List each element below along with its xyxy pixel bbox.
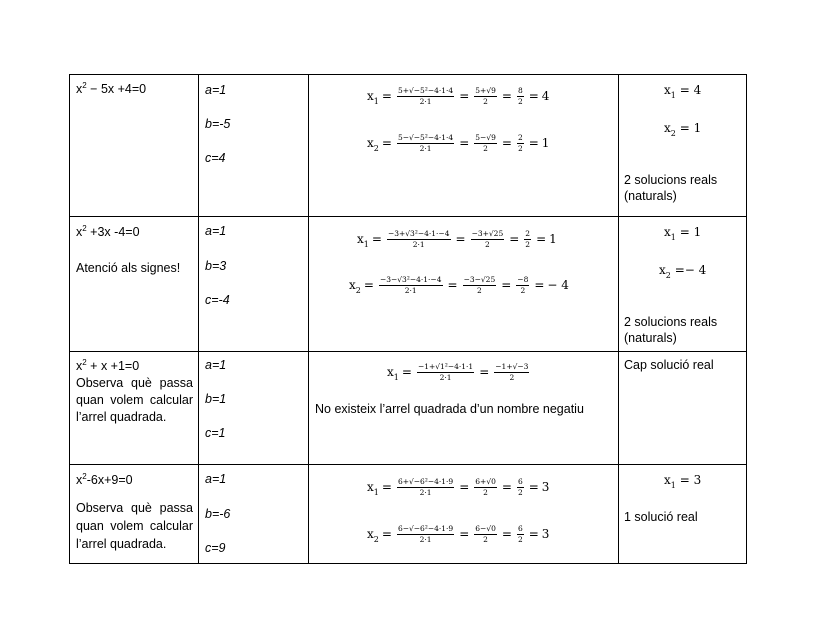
coefficients-cell <box>199 217 309 352</box>
equation-text: $x^2 - 5x +4=0$ <box>76 80 147 96</box>
solution-cell <box>619 75 747 217</box>
coefficient-c: c=9 <box>205 541 226 555</box>
solution-value: $x_2 = 1$ <box>664 121 702 138</box>
coefficient-c: c=-4 <box>205 293 230 307</box>
formula-line: $x_2$ = $\frac{\text{−3−√3²−4·1·−4}}{2\cdot 1}$ = $\frac{-3-√25}{2}$ = $\frac{-8}{2}$ = − 4 <box>349 275 569 295</box>
equation-cell <box>70 352 199 465</box>
formula-line: $x_1$ = $\frac{\text{−3+√3²−4·1·−4}}{2\cdot 1}$ = $\frac{-3+√25}{2}$ = $\frac{2}{2}$ = 1 <box>357 229 557 249</box>
equation-cell <box>70 465 199 564</box>
solution-value: $x_1 = 1$ <box>664 225 702 242</box>
table-row <box>70 352 747 465</box>
table-row <box>70 75 747 217</box>
solution-cell <box>619 352 747 465</box>
note-text: quan volem calcular <box>76 393 193 407</box>
coefficient-a: a=1 <box>205 358 227 372</box>
formula-cell <box>309 465 619 564</box>
equation-text: $x^2 + x +1=0$ <box>76 357 140 373</box>
formula-line: $x_2$ = $\frac{\text{5−√−5²−4·1·4}}{2\cdot 1}$ = $\frac{5-√9}{2}$ = $\frac{2}{2}$ = 1 <box>367 133 550 153</box>
solution-summary: 1 solució real <box>624 510 698 524</box>
formula-cell <box>309 352 619 465</box>
equations-table <box>69 74 747 564</box>
solution-summary: Cap solució real <box>624 358 714 372</box>
coefficient-a: a=1 <box>205 472 227 486</box>
coefficient-b: b=3 <box>205 259 227 273</box>
coefficient-b: b=1 <box>205 392 227 406</box>
coefficient-c: c=4 <box>205 151 226 165</box>
coefficient-b: b=-6 <box>205 507 231 521</box>
equation-text: $x^2-6x+9=0$ <box>76 471 133 487</box>
table-row <box>70 465 747 564</box>
solution-cell <box>619 217 747 352</box>
coefficients-cell <box>199 352 309 465</box>
note-text: Observa què passa <box>76 376 193 390</box>
formula-line: $x_1$ = $\frac{\text{5+√−5²−4·1·4}}{2\cdot 1}$ = $\frac{5+√9}{2}$ = $\frac{8}{2}$ = 4 <box>367 86 550 106</box>
equation-cell <box>70 75 199 217</box>
solution-value: $x_2 =- 4$ <box>659 263 707 280</box>
solution-cell <box>619 465 747 564</box>
coefficient-b: b=-5 <box>205 117 231 131</box>
note-text: quan volem calcular <box>76 519 193 533</box>
note-text: l’arrel quadrada. <box>76 410 167 424</box>
formula-line: $x_2$ = $\frac{\text{6−√−6²−4·1·9}}{2\cdot 1}$ = $\frac{6-√0}{2}$ = $\frac{6}{2}$ = 3 <box>367 524 550 544</box>
equation-cell <box>70 217 199 352</box>
note-text: Observa què passa <box>76 501 193 515</box>
equation-text: $x^2 +3x$ -4=0 <box>76 223 140 239</box>
formula-cell <box>309 75 619 217</box>
solution-summary: 2 solucions reals (naturals) <box>624 173 718 203</box>
note-text: Atenció als signes! <box>76 261 181 275</box>
coefficient-c: c=1 <box>205 426 226 440</box>
solution-value: $x_1 = 3$ <box>664 473 702 490</box>
coefficients-cell <box>199 75 309 217</box>
no-root-message: No existeix l’arrel quadrada d’un nombre negatiu <box>315 402 584 416</box>
coefficient-a: a=1 <box>205 224 227 238</box>
note-text: l’arrel quadrada. <box>76 537 167 551</box>
table-row <box>70 217 747 352</box>
formula-cell <box>309 217 619 352</box>
formula-line: $x_1$ = $\frac{\text{−1+√1²−4·1·1}}{2\cdot 1}$ = $\frac{-1+√-3}{2}$ <box>387 362 529 382</box>
solution-summary: 2 solucions reals (naturals) <box>624 315 718 345</box>
coefficients-cell <box>199 465 309 564</box>
formula-line: $x_1$ = $\frac{\text{6+√−6²−4·1·9}}{2\cdot 1}$ = $\frac{6+√0}{2}$ = $\frac{6}{2}$ = 3 <box>367 477 550 497</box>
coefficient-a: a=1 <box>205 83 227 97</box>
solution-value: $x_1 = 4$ <box>664 83 702 100</box>
